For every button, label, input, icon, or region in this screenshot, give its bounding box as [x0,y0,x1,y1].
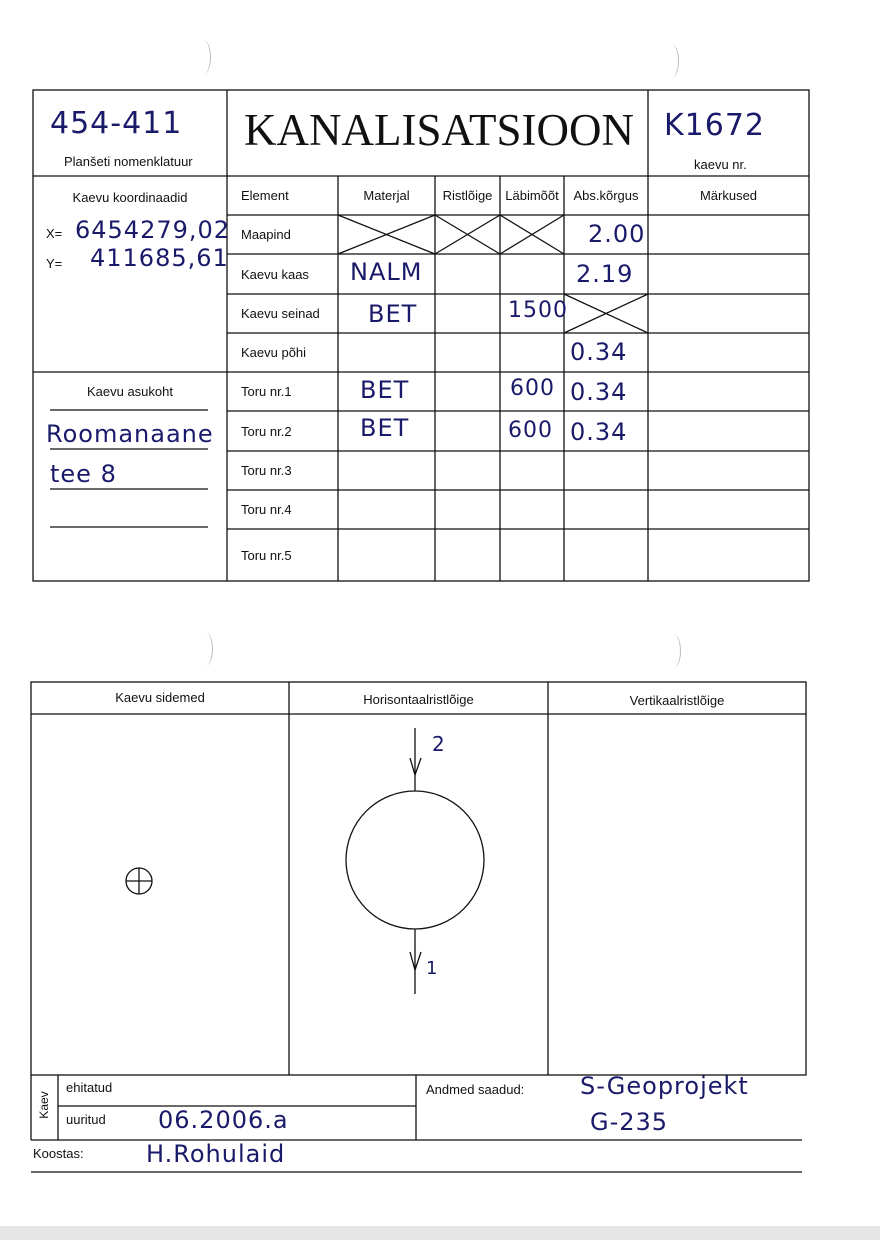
compiled-label: Koostas: [33,1146,84,1161]
location-label: Kaevu asukoht [86,384,173,399]
diameter-pipe-2: 600 [508,418,553,443]
table-row-label: Toru nr.1 [241,384,292,399]
table-row-label: Maapind [241,227,291,242]
y-coordinate: 411685,61 [90,244,229,272]
table-row-label: Kaevu kaas [241,266,309,282]
well-number: K1672 [664,108,766,143]
table-row-label: Kaevu põhi [241,345,307,360]
pipe-label-2: 2 [432,732,446,756]
scan-edge [0,1226,880,1240]
connections-header: Kaevu sidemed [115,690,205,705]
horizontal-section-header: Horisontaalristlõige [363,692,474,707]
material-pipe-1: BET [360,376,410,404]
header-element: Element [241,188,289,203]
elevation-pipe-2: 0.34 [570,418,628,446]
header-cross-section: Ristlõige [442,188,493,203]
table-row-label: Toru nr.2 [241,423,292,439]
material-walls: BET [368,300,418,328]
material-pipe-2: BET [360,414,410,442]
data-source-value-1: S-Geoprojekt [580,1072,749,1100]
surveyed-label: uuritud [66,1112,106,1127]
sheet-label: Planšeti nomenklatuur [64,154,193,169]
header-material: Materjal [363,188,410,203]
elevation-bottom: 0.34 [570,338,628,366]
location-line-2: tee 8 [50,460,117,488]
data-source-label: Andmed saadud: [426,1082,525,1097]
well-label: kaevu nr. [694,157,747,172]
header-diameter: Läbimõõt [505,188,559,203]
vertical-section-header: Vertikaalristlõige [629,693,725,708]
sheet-number: 454-411 [50,106,183,141]
elevation-cover: 2.19 [576,260,634,288]
table-row-label: Toru nr.5 [241,547,292,563]
x-coordinate: 6454279,02 [75,216,231,244]
table-row-label: Toru nr.3 [241,463,292,478]
header-remarks: Märkused [699,188,758,203]
pipe-label-1: 1 [426,958,439,979]
elevation-pipe-1: 0.34 [570,378,628,406]
built-label: ehitatud [66,1080,113,1095]
header-elevation: Abs.kõrgus [573,188,639,203]
compiled-by: H.Rohulaid [146,1140,286,1168]
location-line-1: Roomanaane [46,420,214,448]
material-cover: NALM [350,258,423,286]
elevation-ground: 2.00 [588,220,646,248]
y-prefix: Y= [46,256,63,271]
coordinates-label: Kaevu koordinaadid [72,190,188,205]
kaev-label: Kaev [37,1091,51,1119]
diameter-walls: 1500 [508,298,568,323]
data-source-value-2: G-235 [590,1108,669,1136]
diameter-pipe-1: 600 [510,376,555,401]
x-prefix: X= [46,226,63,241]
table-row-label: Toru nr.4 [241,502,292,517]
table-row-label: Kaevu seinad [241,306,320,321]
surveyed-date: 06.2006.a [158,1106,289,1134]
page-title: KANALISATSIOON [244,105,634,155]
